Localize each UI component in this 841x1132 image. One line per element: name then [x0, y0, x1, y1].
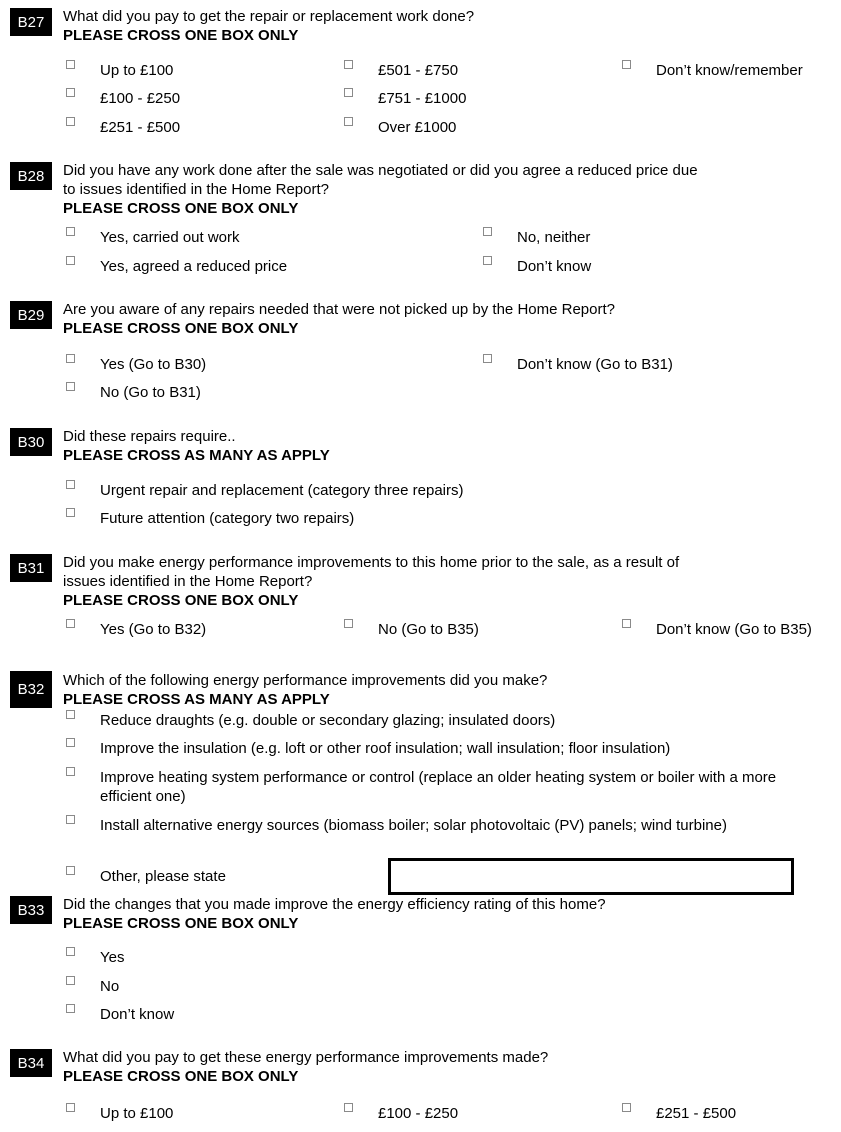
question-text: Did you have any work done after the sale was negotiated or did you agree a reduced price due to issues identified in the Home Report? PLEASE CROSS ONE BOX ONLY — [63, 161, 793, 218]
question-text: What did you pay to get the repair or replacement work done? PLEASE CROSS ONE BOX ONLY — [63, 7, 793, 45]
checkbox[interactable] — [66, 60, 75, 69]
question-text: Are you aware of any repairs needed that were not picked up by the Home Report? PLEASE CROSS ONE BOX ONLY — [63, 300, 793, 338]
checkbox[interactable] — [344, 88, 353, 97]
checkbox[interactable] — [66, 354, 75, 363]
checkbox[interactable] — [66, 382, 75, 391]
checkbox[interactable] — [66, 619, 75, 628]
question-number: B33 — [10, 896, 52, 924]
question-text: Did the changes that you made improve the energy efficiency rating of this home? PLEASE CROSS ONE BOX ONLY — [63, 895, 793, 933]
checkbox[interactable] — [483, 256, 492, 265]
checkbox[interactable] — [66, 710, 75, 719]
question-number: B32 — [10, 671, 52, 708]
instruction: PLEASE CROSS AS MANY AS APPLY — [63, 447, 330, 464]
checkbox[interactable] — [66, 976, 75, 985]
other-please-state-input[interactable] — [388, 858, 794, 895]
checkbox[interactable] — [483, 354, 492, 363]
instruction: PLEASE CROSS ONE BOX ONLY — [63, 592, 299, 609]
checkbox[interactable] — [344, 1103, 353, 1112]
checkbox[interactable] — [66, 767, 75, 776]
question-number: B30 — [10, 428, 52, 456]
question-number: B28 — [10, 162, 52, 190]
question-number: B31 — [10, 554, 52, 582]
question-number: B34 — [10, 1049, 52, 1077]
checkbox[interactable] — [622, 619, 631, 628]
instruction: PLEASE CROSS ONE BOX ONLY — [63, 320, 299, 337]
instruction: PLEASE CROSS ONE BOX ONLY — [63, 200, 299, 217]
checkbox[interactable] — [66, 738, 75, 747]
question-number: B29 — [10, 301, 52, 329]
checkbox[interactable] — [66, 480, 75, 489]
question-text: Which of the following energy performance improvements did you make? PLEASE CROSS AS MANY AS APPLY — [63, 671, 793, 709]
checkbox[interactable] — [66, 508, 75, 517]
question-text: Did you make energy performance improvements to this home prior to the sale, as a result of issues identified in the Home Report? PLEASE CROSS ONE BOX ONLY — [63, 553, 793, 610]
checkbox[interactable] — [344, 60, 353, 69]
checkbox[interactable] — [66, 88, 75, 97]
checkbox[interactable] — [622, 60, 631, 69]
instruction: PLEASE CROSS ONE BOX ONLY — [63, 27, 299, 44]
checkbox[interactable] — [66, 227, 75, 236]
question-number: B27 — [10, 8, 52, 36]
question-text: What did you pay to get these energy performance improvements made? PLEASE CROSS ONE BOX ONLY — [63, 1048, 793, 1086]
checkbox[interactable] — [66, 947, 75, 956]
checkbox[interactable] — [66, 1004, 75, 1013]
instruction: PLEASE CROSS ONE BOX ONLY — [63, 915, 299, 932]
checkbox[interactable] — [483, 227, 492, 236]
instruction: PLEASE CROSS AS MANY AS APPLY — [63, 691, 330, 708]
checkbox[interactable] — [66, 1103, 75, 1112]
checkbox[interactable] — [66, 815, 75, 824]
checkbox[interactable] — [622, 1103, 631, 1112]
checkbox[interactable] — [66, 117, 75, 126]
instruction: PLEASE CROSS ONE BOX ONLY — [63, 1068, 299, 1085]
checkbox[interactable] — [66, 256, 75, 265]
checkbox[interactable] — [344, 619, 353, 628]
question-text: Did these repairs require.. PLEASE CROSS AS MANY AS APPLY — [63, 427, 793, 465]
checkbox[interactable] — [344, 117, 353, 126]
checkbox[interactable] — [66, 866, 75, 875]
